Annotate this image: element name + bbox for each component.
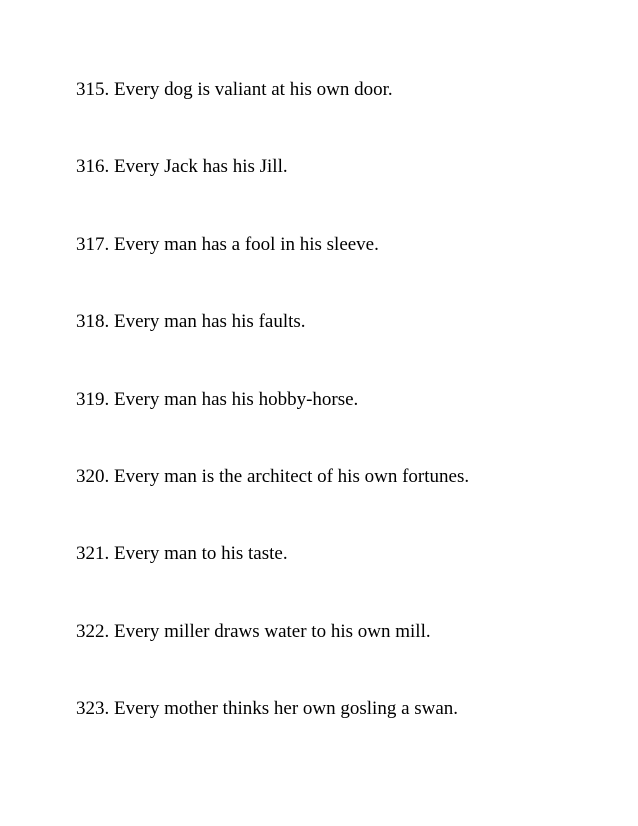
list-item [76, 74, 469, 106]
list-item [76, 616, 469, 648]
proverb-number: 322. [76, 620, 110, 642]
list-item [76, 306, 469, 338]
proverb-text: Every mother thinks her own gosling a swan. [114, 698, 459, 720]
proverb-text: Every man is the architect of his own fortunes. [114, 465, 470, 487]
list-item [76, 538, 469, 570]
proverb-number: 318. [76, 311, 110, 333]
proverb-text: Every man has his faults. [114, 311, 306, 333]
list-item [76, 151, 469, 183]
proverb-number: 315. [76, 79, 110, 100]
proverb-text: Every dog is valiant at his own door. [114, 79, 393, 100]
proverb-number: 316. [76, 156, 110, 178]
proverb-number: 321. [76, 543, 110, 565]
list-item [76, 229, 469, 261]
proverb-list [76, 74, 469, 771]
proverb-text: Every man has a fool in his sleeve. [114, 233, 379, 255]
proverb-number: 323. [76, 698, 110, 720]
list-item [76, 461, 469, 493]
proverb-text: Every man has his hobby-horse. [114, 388, 359, 410]
proverb-number: 320. [76, 465, 110, 487]
list-item [76, 384, 469, 416]
proverb-number: 317. [76, 233, 110, 255]
proverb-text: Every miller draws water to his own mill. [114, 620, 431, 642]
proverb-text: Every Jack has his Jill. [114, 156, 288, 178]
proverb-text: Every man to his taste. [114, 543, 288, 565]
list-item [76, 693, 469, 725]
proverb-number: 319. [76, 388, 110, 410]
